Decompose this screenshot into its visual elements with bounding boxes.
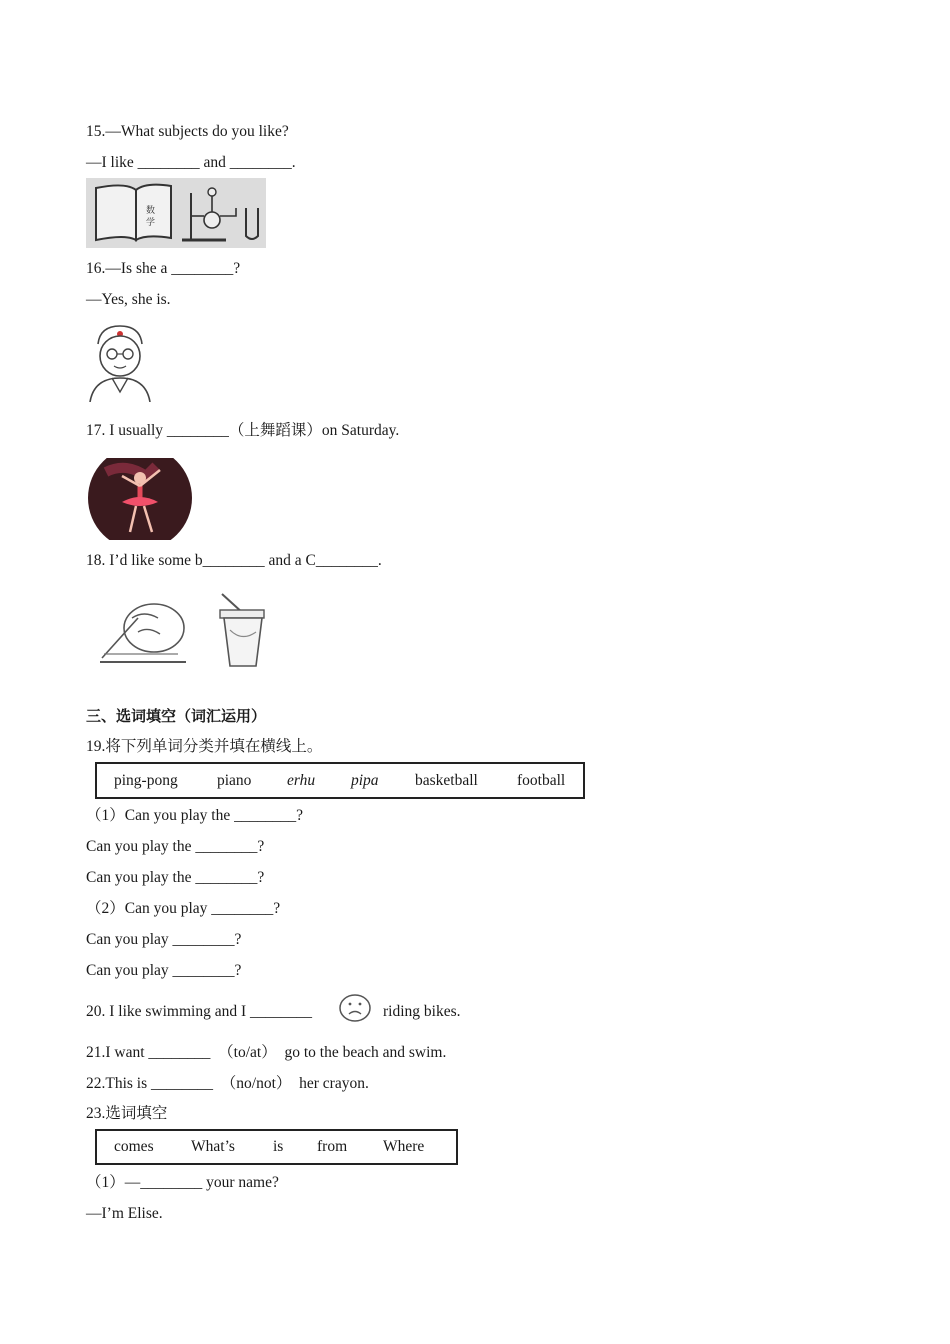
q23-line-1: （1）—________ your name? (86, 1174, 279, 1191)
word-is: is (273, 1138, 284, 1155)
word-football: football (517, 771, 566, 789)
q20-question-end: riding bikes. (383, 1003, 461, 1020)
doctor-icon (86, 322, 154, 402)
doctor-image (86, 322, 154, 402)
book-and-lab-icon (86, 178, 266, 248)
q15-question: 15.—What subjects do you like? (86, 123, 289, 140)
q18-question: 18. I’d like some b________ and a C________. (86, 552, 382, 569)
word-from: from (317, 1138, 348, 1155)
q21-question: 21.I want ________ （to/at） go to the beach and swim. (86, 1044, 447, 1061)
word-piano: piano (217, 771, 252, 789)
q19-line-1: （1）Can you play the ________? (86, 807, 303, 824)
word-basketball: basketball (415, 771, 478, 789)
q19-line-3: Can you play the ________? (86, 869, 265, 886)
q23-line-2: —I’m Elise. (86, 1205, 163, 1222)
q22-question: 22.This is ________ （no/not） her crayon. (86, 1075, 369, 1092)
svg-text:数: 数 (146, 206, 156, 216)
ballet-dancer-icon (86, 452, 194, 540)
cola-cup-icon (216, 590, 268, 670)
q19-word-box (95, 762, 585, 799)
q17-question: 17. I usually ________（上舞蹈课）on Saturday. (86, 422, 400, 439)
q19-line-5: Can you play ________? (86, 931, 242, 948)
ballet-dancer-image (86, 452, 194, 540)
word-whats: What’s (191, 1138, 235, 1155)
section-three-title: 三、选词填空（词汇运用） (86, 707, 267, 725)
word-ping-pong: ping-pong (114, 771, 178, 789)
cola-image (216, 590, 268, 670)
word-erhu: erhu (287, 771, 316, 789)
q23-word-box (95, 1129, 458, 1165)
q19-line-4: （2）Can you play ________? (86, 900, 281, 917)
word-where: Where (383, 1138, 425, 1155)
word-comes: comes (114, 1138, 154, 1155)
q15-answer: —I like ________ and ________. (86, 154, 296, 171)
q23-instruction: 23.选词填空 (86, 1105, 168, 1122)
q19-line-6: Can you play ________? (86, 962, 242, 979)
q20-question: 20. I like swimming and I ________ (86, 1003, 313, 1020)
book-and-lab-image (86, 178, 266, 248)
bread-image (98, 596, 188, 668)
svg-text:学: 学 (146, 218, 156, 228)
word-pipa: pipa (351, 771, 379, 789)
q16-question: 16.—Is she a ________? (86, 260, 241, 277)
sad-face-icon (338, 993, 372, 1023)
q19-instruction: 19.将下列单词分类并填在横线上。 (86, 738, 323, 755)
q19-line-2: Can you play the ________? (86, 838, 265, 855)
sad-face-image (338, 993, 372, 1023)
bread-icon (98, 596, 188, 668)
q16-answer: —Yes, she is. (86, 291, 171, 308)
